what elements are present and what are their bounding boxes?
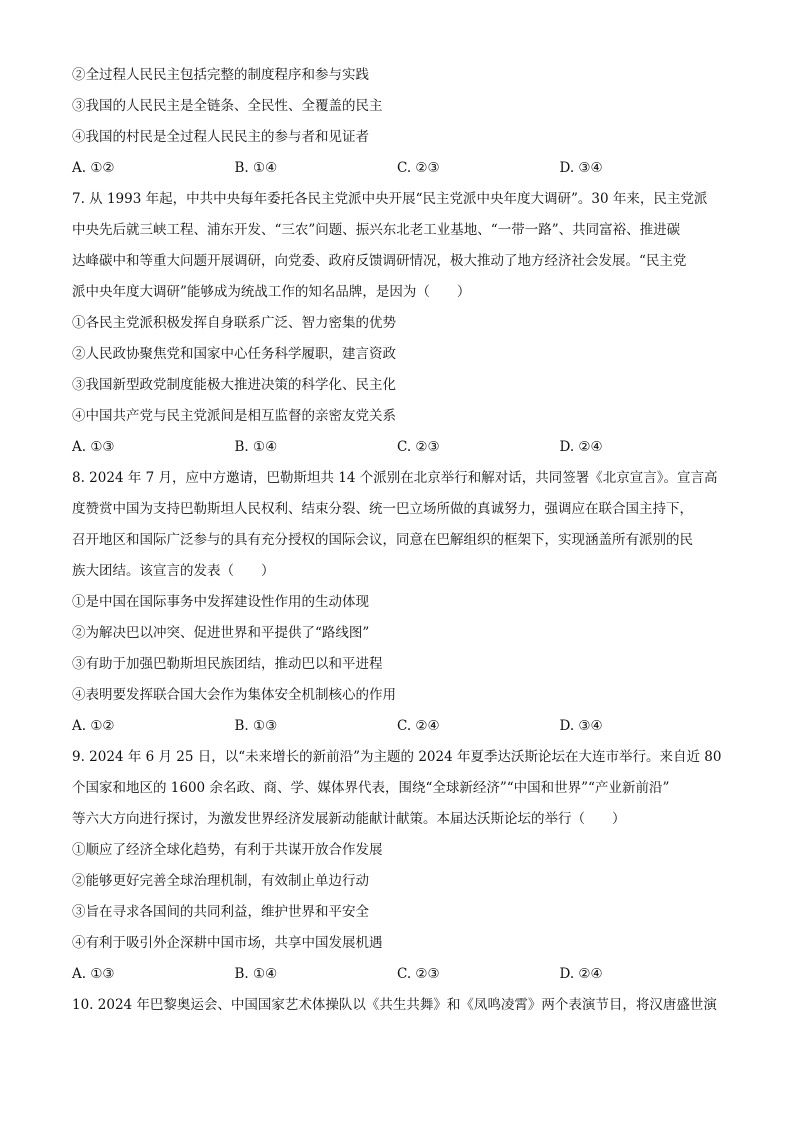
- choice-d: D. ③④: [559, 160, 603, 176]
- answer-choices: [72, 153, 722, 184]
- question-stem-line: 等六大方向进行探讨，为激发世界经济发展新动能献计献策。本届达沃斯论坛的举行（ ）: [72, 811, 626, 827]
- question-9: [72, 742, 722, 990]
- option-3: ③有助于加强巴勒斯坦民族团结，推动巴以和平进程: [72, 656, 383, 672]
- option-2: ②全过程人民民主包括完整的制度程序和参与实践: [72, 67, 369, 83]
- question-stem-line: 个国家和地区的 1600 余名政、商、学、媒体界代表，围绕“全球新经济”“中国和世界”“产业新前沿”: [72, 780, 670, 796]
- option-2: ②人民政协聚焦党和国家中心任务科学履职，建言资政: [72, 346, 396, 362]
- choice-d: D. ②④: [559, 439, 603, 455]
- question-stem-line: 派中央年度大调研”能够成为统战工作的知名品牌，是因为（ ）: [72, 284, 471, 300]
- question-stem-line: 召开地区和国际广泛参与的具有充分授权的国际会议，同意在巴解组织的框架下，实现涵盖所有派别的民: [72, 532, 693, 548]
- option-2: ②能够更好完善全球治理机制，有效制止单边行动: [72, 873, 369, 889]
- choice-b: B. ①③: [234, 718, 278, 734]
- answer-choices: [72, 711, 722, 742]
- question-stem-line: 8. 2024 年 7 月，应中方邀请，巴勒斯坦共 14 个派别在北京举行和解对话，共同签署《北京宣言》。宣言高: [72, 470, 718, 486]
- question-7: [72, 184, 722, 463]
- choice-c: C. ②④: [397, 718, 440, 734]
- option-1: ①是中国在国际事务中发挥建设性作用的生动体现: [72, 594, 369, 610]
- choice-a: A. ①②: [72, 160, 115, 176]
- option-3: ③旨在寻求各国间的共同利益，维护世界和平安全: [72, 904, 369, 920]
- choice-a: A. ①③: [72, 966, 115, 982]
- question-stem-line: 族大团结。该宣言的发表（ ）: [72, 563, 275, 579]
- question-6: [72, 60, 722, 184]
- question-stem-line: 中央先后就三峡工程、浦东开发、“三农”问题、振兴东北老工业基地、“一带一路”、共同富裕、推进碳: [72, 222, 681, 238]
- option-4: ④有利于吸引外企深耕中国市场，共享中国发展机遇: [72, 935, 383, 951]
- question-stem-line: 10. 2024 年巴黎奥运会、中国国家艺术体操队以《共生共舞》和《凤鸣凌霄》两个表演节目，将汉唐盛世演: [72, 997, 717, 1013]
- answer-choices: [72, 959, 722, 990]
- question-stem-line: 达峰碳中和等重大问题开展调研，向党委、政府反馈调研情况，极大推动了地方经济社会发展。“民主党: [72, 253, 687, 269]
- option-4: ④中国共产党与民主党派间是相互监督的亲密友党关系: [72, 408, 396, 424]
- answer-choices: [72, 432, 722, 463]
- choice-c: C. ②③: [397, 439, 440, 455]
- choice-b: B. ①④: [234, 966, 278, 982]
- choice-d: D. ②④: [559, 966, 603, 982]
- question-stem-line: 度赞赏中国为支持巴勒斯坦人民权利、结束分裂、统一巴立场所做的真诚努力，强调应在联合国主持下，: [72, 501, 693, 517]
- option-4: ④表明要发挥联合国大会作为集体安全机制核心的作用: [72, 687, 396, 703]
- choice-b: B. ①④: [234, 160, 278, 176]
- question-stem-line: 7. 从 1993 年起，中共中央每年委托各民主党派中央开展“民主党派中央年度大调研”。30 年来，民主党派: [72, 191, 708, 207]
- choice-a: A. ①③: [72, 439, 115, 455]
- option-1: ①顺应了经济全球化趋势，有利于共谋开放合作发展: [72, 842, 383, 858]
- option-1: ①各民主党派积极发挥自身联系广泛、智力密集的优势: [72, 315, 396, 331]
- choice-d: D. ③④: [559, 718, 603, 734]
- choice-c: C. ②③: [397, 966, 440, 982]
- option-4: ④我国的村民是全过程人民民主的参与者和见证者: [72, 129, 369, 145]
- question-8: [72, 463, 722, 742]
- option-2: ②为解决巴以冲突、促进世界和平提供了“路线图”: [72, 625, 370, 641]
- question-10: [72, 990, 722, 1021]
- choice-c: C. ②③: [397, 160, 440, 176]
- option-3: ③我国新型政党制度能极大推进决策的科学化、民主化: [72, 377, 396, 393]
- choice-a: A. ①②: [72, 718, 115, 734]
- exam-page: [72, 60, 722, 1021]
- option-3: ③我国的人民民主是全链条、全民性、全覆盖的民主: [72, 98, 383, 114]
- question-stem-line: 9. 2024 年 6 月 25 日，以“未来增长的新前沿”为主题的 2024 年夏季达沃斯论坛在大连市举行。来自近 80: [72, 749, 722, 765]
- choice-b: B. ①④: [234, 439, 278, 455]
